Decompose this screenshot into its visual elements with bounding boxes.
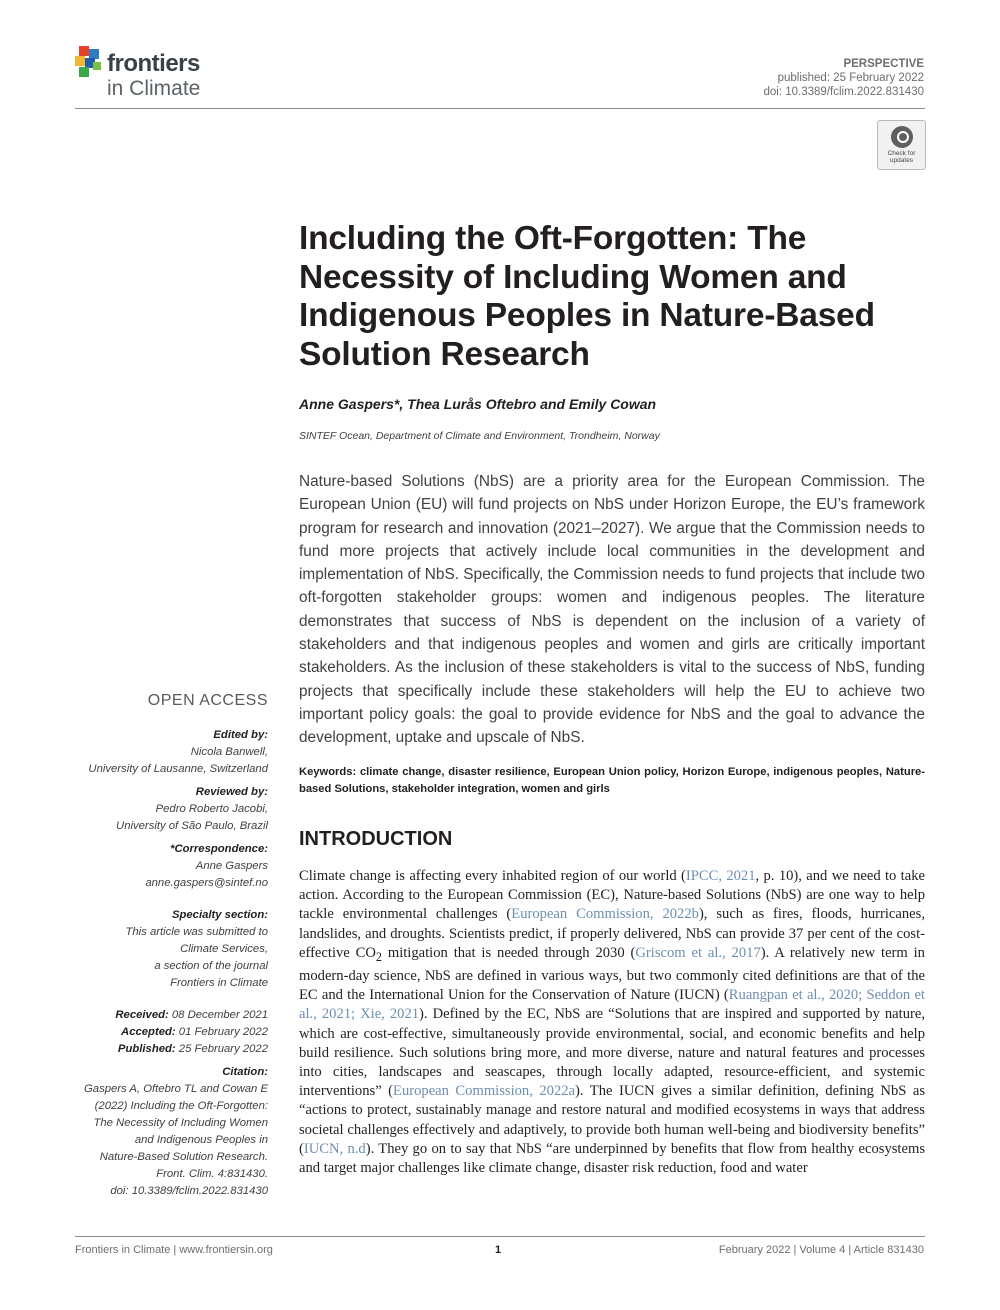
footer-journal-link[interactable]: Frontiers in Climate | www.frontiersin.org — [75, 1244, 273, 1256]
author-list[interactable]: Anne Gaspers*, Thea Lurås Oftebro and Emily Cowan — [299, 396, 657, 412]
published-date: published: 25 February 2022 — [777, 72, 924, 84]
update-check-icon — [891, 126, 913, 148]
published-label: Published: — [117, 1043, 176, 1055]
header-divider — [75, 108, 925, 109]
citation-link[interactable]: Ruangpan et al., 2020; Seddon et al., 2021; Xie, 2021 — [299, 987, 925, 1023]
logo-brand-text: frontiers — [107, 50, 200, 77]
edited-by-label: Edited by: — [213, 729, 268, 741]
accepted-date: 01 February 2022 — [175, 1026, 268, 1038]
citation-link[interactable]: IUCN, n.d — [303, 1140, 366, 1157]
page-number: 1 — [495, 1244, 502, 1256]
body-text-segment: ). Defined by the EC, NbS are “Solutions that are inspired and supported by nature, which are cost-effective, simultaneously provide environmental, social, and economic benefits and help build resilience. Such solutions bring more, and more diverse, nature and natural features and processes into cities, landscapes and seascapes, through locally adapted, resource-efficient, and systemic interventions” ( — [299, 1006, 925, 1100]
correspondence-email[interactable]: anne.gaspers@sintef.no — [145, 877, 268, 889]
correspondence-name: Anne Gaspers — [195, 860, 268, 872]
citation-line: Nature-Based Solution Research. — [99, 1151, 268, 1163]
citation-line: and Indigenous Peoples in — [134, 1134, 268, 1146]
header-doi[interactable]: doi: 10.3389/fclim.2022.831430 — [763, 86, 924, 98]
citation-link[interactable]: European Commission, 2022a — [393, 1083, 576, 1100]
citation-doi[interactable]: doi: 10.3389/fclim.2022.831430 — [110, 1185, 268, 1197]
citation-label: Citation: — [222, 1066, 268, 1078]
specialty-line: This article was submitted to — [125, 926, 268, 938]
footer-divider — [75, 1236, 925, 1237]
article-type: PERSPECTIVE — [843, 58, 924, 70]
article-title: Including the Oft-Forgotten: The Necessity of Including Women and Indigenous Peoples in Nature-Based Solution Research — [299, 220, 875, 373]
specialty-line: a section of the journal — [154, 960, 268, 972]
logo-journal-text: in Climate — [107, 77, 201, 100]
specialty-line: Climate Services, — [180, 943, 268, 955]
body-text — [299, 867, 925, 1178]
affiliation: SINTEF Ocean, Department of Climate and Environment, Trondheim, Norway — [299, 430, 660, 442]
citation-line: Gaspers A, Oftebro TL and Cowan E — [84, 1083, 268, 1095]
frontiers-logo-icon — [75, 44, 105, 80]
published-date-sidebar: 25 February 2022 — [175, 1043, 268, 1055]
received-date: 08 December 2021 — [168, 1009, 268, 1021]
reviewer-name[interactable]: Pedro Roberto Jacobi, — [155, 803, 268, 815]
citation-link[interactable]: IPCC, 2021 — [685, 868, 756, 884]
body-text-segment: mitigation that is needed through 2030 ( — [381, 944, 636, 961]
body-text-segment: , p. 10), and we need to take action. According to the European Commission (EC), Nature-based Solutions (NbS) are one way to help tackle environmental challenges ( — [299, 868, 925, 923]
body-text-segment: Climate change is affecting every inhabited region of our world ( — [299, 868, 686, 884]
section-heading-introduction: INTRODUCTION — [299, 828, 453, 850]
article-info-sidebar — [48, 727, 268, 1206]
reviewer-affiliation: University of São Paulo, Brazil — [116, 820, 268, 832]
check-for-updates-badge[interactable] — [877, 120, 926, 170]
citation-line: The Necessity of Including Women — [93, 1117, 268, 1129]
specialty-line: Frontiers in Climate — [170, 977, 268, 989]
footer-issue-info: February 2022 | Volume 4 | Article 831430 — [718, 1244, 924, 1256]
subscript: 2 — [375, 949, 382, 964]
correspondence-label: *Correspondence: — [170, 843, 268, 855]
specialty-section-label: Specialty section: — [171, 909, 268, 921]
article-dates — [48, 1007, 268, 1058]
abstract: Nature-based Solutions (NbS) are a priority area for the European Commission. The European Union (EU) will fund projects on NbS under Horizon Europe, the EU’s framework program for research and innovation (2021–2027). We argue that the Commission needs to fund more projects that actively include local communities in the development and implementation of NbS. Specifically, the Commission needs to fund projects that include two oft-forgotten stakeholder groups: women and indigenous peoples. The literature demonstrates that success of NbS is dependent on the inclusion of a variety of stakeholders and that indigenous peoples and women and girls are critically important stakeholders. As the inclusion of these stakeholders is vital to the success of NbS, funding projects that specifically include these stakeholders will help the EU to achieve two important policy goals: the goal to provide evidence for NbS and the goal to advance the development, uptake and upscale of NbS. — [299, 473, 925, 747]
body-text-segment: ). A relatively new term in modern-day science, NbS are defined in various ways, but two commonly cited definitions are that of the EC and the International Union for the Conservation of Nature (IUCN) ( — [299, 944, 925, 1004]
body-text-segment: ), such as fires, floods, hurricanes, landslides, and droughts. Scientists predict, if properly delivered, NbS can provide 37 per cent of the cost-effective CO — [299, 906, 925, 961]
editor-name[interactable]: Nicola Banwell, — [190, 746, 268, 758]
citation-link[interactable]: Griscom et al., 2017 — [635, 944, 761, 961]
accepted-label: Accepted: — [121, 1026, 176, 1038]
reviewed-by-label: Reviewed by: — [195, 786, 268, 798]
open-access-label: OPEN ACCESS — [147, 692, 268, 709]
badge-label: Check for updates — [887, 150, 916, 164]
editor-affiliation: University of Lausanne, Switzerland — [88, 763, 268, 775]
article-meta — [764, 57, 924, 99]
body-text-segment: ). The IUCN gives a similar definition, defining NbS as “actions to protect, sustainably manage and restore natural and modified ecosystems in ways that address societal challenges effectively and adaptively, to provide both human well-being and biodiversity benefits” ( — [299, 1083, 926, 1157]
received-label: Received: — [115, 1009, 169, 1021]
citation-line: (2022) Including the Oft-Forgotten: — [94, 1100, 268, 1112]
citation-line: Front. Clim. 4:831430. — [156, 1168, 268, 1180]
citation-link[interactable]: European Commission, 2022b — [511, 906, 699, 923]
body-text-segment: ). They go on to say that NbS “are underpinned by benefits that flow from healthy ecosystems and target major challenges like climate change, disaster risk reduction, food and water — [299, 1140, 925, 1176]
journal-logo[interactable] — [75, 42, 235, 102]
keywords: Keywords: climate change, disaster resilience, European Union policy, Horizon Europe, indigenous peoples, Nature-based Solutions, stakeholder integration, women and girls — [299, 766, 925, 795]
